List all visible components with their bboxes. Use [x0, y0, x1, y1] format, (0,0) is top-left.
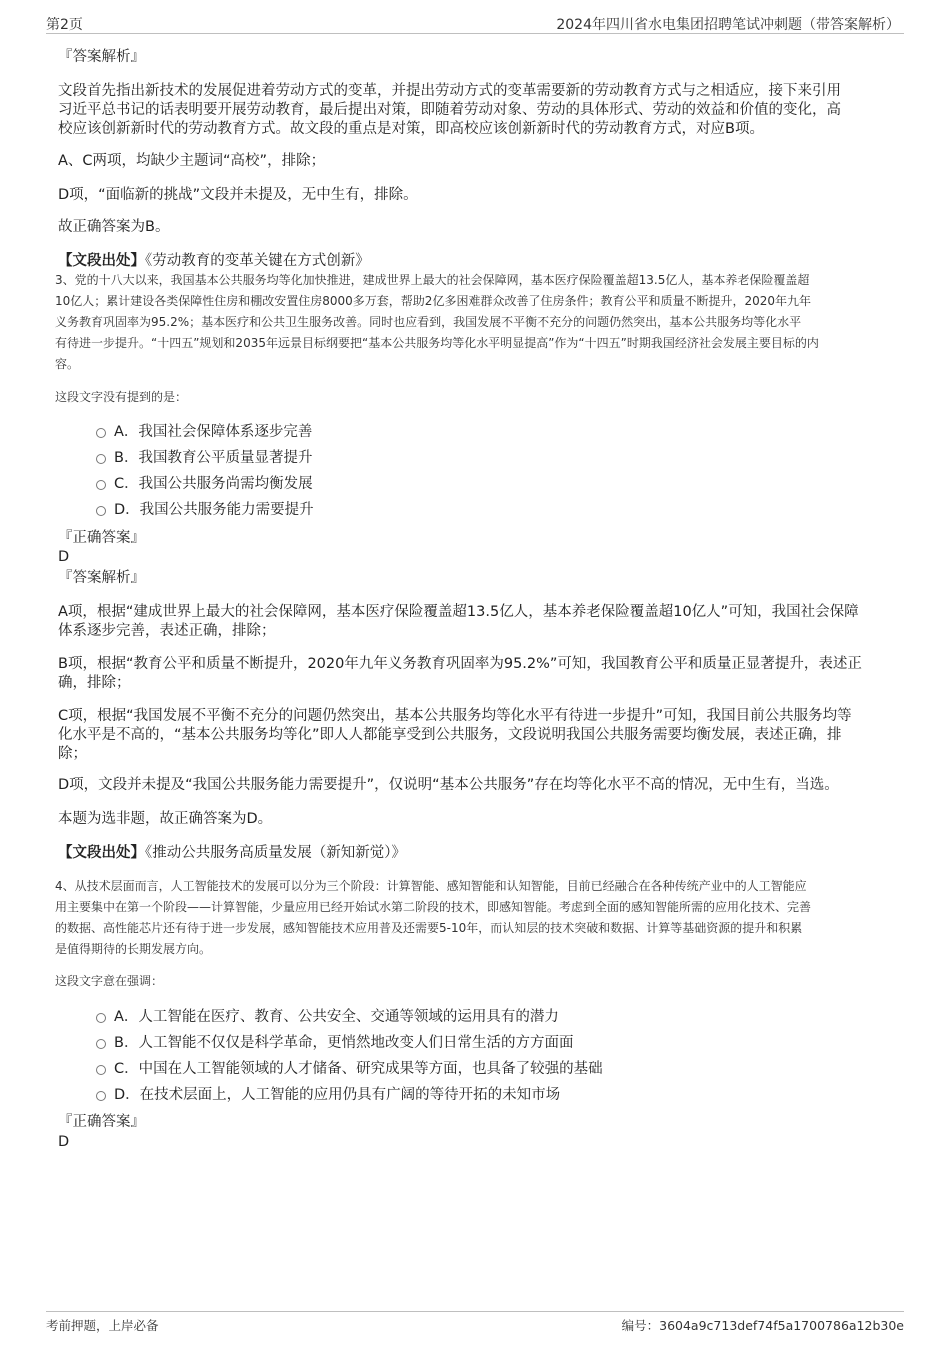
q2-analysis-text: A、C两项，均缺少主题词“高校”，排除；	[58, 153, 326, 169]
q4-stem: 是值得期待的长期发展方向。	[55, 942, 212, 956]
q3-source-title: 《推动公共服务高质量发展（新知新觉）》	[145, 845, 406, 861]
q3-stem: 3、党的十八大以来，我国基本公共服务均等化加快推进，建成世界上最大的社会保障网，基本医疗保险覆盖超13.5亿人，基本养老保险覆盖超	[55, 273, 810, 287]
footer-slogan: 考前押题，上岸必备	[46, 1318, 159, 1333]
q2-analysis-label: 『答案解析』	[58, 49, 145, 65]
radio-button-icon[interactable]	[96, 428, 106, 438]
q3-analysis-text: D项，文段并未提及“我国公共服务能力需要提升”，仅说明“基本公共服务”存在均等化水平不高的情况，无中生有，当选。	[58, 777, 839, 793]
q3-analysis-text: 除；	[58, 746, 87, 762]
q4-answer: D	[58, 1134, 70, 1150]
q2-analysis-text: 故正确答案为B。	[58, 219, 170, 235]
q4-prompt: 这段文字意在强调：	[55, 974, 164, 988]
q2-source-label: 【文段出处】	[58, 253, 145, 269]
q3-option-d[interactable]: D．我国公共服务能力需要提升	[96, 501, 314, 519]
q4-stem: 的数据、高性能芯片还有待于进一步发展，感知智能技术应用普及还需要5-10年，而认知层的技术突破和数据、计算等基础资源的提升和积累	[55, 921, 803, 935]
q3-analysis-label: 『答案解析』	[58, 570, 145, 586]
q3-option-b[interactable]: B．我国教育公平质量显著提升	[96, 449, 312, 467]
q2-analysis-text: 校应该创新新时代的劳动教育方式。故文段的重点是对策，即高校应该创新新时代的劳动教育方式，对应B项。	[58, 121, 764, 137]
q3-stem: 容。	[55, 357, 80, 371]
q4-option-c[interactable]: C．中国在人工智能领域的人才储备、研究成果等方面，也具备了较强的基础	[96, 1060, 603, 1078]
q4-option-a[interactable]: A．人工智能在医疗、教育、公共安全、交通等领域的运用具有的潜力	[96, 1008, 559, 1026]
radio-button-icon[interactable]	[96, 1065, 106, 1075]
page-header	[46, 12, 904, 34]
page-footer	[46, 1311, 904, 1338]
q2-source	[58, 252, 370, 270]
radio-button-icon[interactable]	[96, 454, 106, 464]
q3-analysis-text: 本题为选非题，故正确答案为D。	[58, 811, 273, 827]
q3-stem: 10亿人；累计建设各类保障性住房和棚改安置住房8000多万套，帮助2亿多困难群众改善了住房条件；教育公平和质量不断提升，2020年九年	[55, 294, 811, 308]
q4-option-d[interactable]: D．在技术层面上，人工智能的应用仍具有广阔的等待开拓的未知市场	[96, 1086, 560, 1104]
q3-prompt: 这段文字没有提到的是：	[55, 390, 188, 404]
q3-analysis-text: C项，根据“我国发展不平衡不充分的问题仍然突出，基本公共服务均等化水平有待进一步提升”可知，我国目前公共服务均等	[58, 708, 852, 724]
q3-analysis-text: B项，根据“教育公平和质量不断提升，2020年九年义务教育巩固率为95.2%”可知，我国教育公平和质量正显著提升，表述正	[58, 656, 862, 672]
radio-button-icon[interactable]	[96, 506, 106, 516]
q3-analysis-text: 化水平是不高的，“基本公共服务均等化”即人人都能享受到公共服务，文段说明我国公共服务需要均衡发展，表述正确，排	[58, 727, 842, 743]
page-number: 第2页	[46, 17, 83, 33]
radio-button-icon[interactable]	[96, 480, 106, 490]
q3-source-label: 【文段出处】	[58, 845, 145, 861]
radio-button-icon[interactable]	[96, 1091, 106, 1101]
q2-analysis-text: D项，“面临新的挑战”文段并未提及，无中生有，排除。	[58, 187, 418, 203]
q4-stem: 4、从技术层面而言，人工智能技术的发展可以分为三个阶段：计算智能、感知智能和认知智能，目前已经融合在各种传统产业中的人工智能应	[55, 879, 807, 893]
q3-stem: 义务教育巩固率为95.2%；基本医疗和公共卫生服务改善。同时也应看到，我国发展不平衡不充分的问题仍然突出，基本公共服务均等化水平	[55, 315, 802, 329]
document-id: 编号：3604a9c713def74f5a1700786a12b30e	[621, 1318, 904, 1333]
q3-analysis-text: 体系逐步完善，表述正确，排除；	[58, 623, 276, 639]
q2-analysis-text: 文段首先指出新技术的发展促进着劳动方式的变革，并提出劳动方式的变革需要新的劳动教育方式与之相适应，接下来引用	[58, 83, 841, 99]
q3-option-a[interactable]: A．我国社会保障体系逐步完善	[96, 423, 312, 441]
q4-answer-label: 『正确答案』	[58, 1114, 145, 1130]
q3-option-c[interactable]: C．我国公共服务尚需均衡发展	[96, 475, 313, 493]
q2-analysis-text: 习近平总书记的话表明要开展劳动教育，最后提出对策，即随着劳动对象、劳动的具体形式、劳动的效益和价值的变化，高	[58, 102, 841, 118]
q3-source	[58, 844, 406, 862]
document-title: 2024年四川省水电集团招聘笔试冲刺题（带答案解析）	[556, 17, 900, 33]
radio-button-icon[interactable]	[96, 1013, 106, 1023]
q4-stem: 用主要集中在第一个阶段——计算智能，少量应用已经开始试水第二阶段的技术，即感知智能。考虑到全面的感知智能所需的应用化技术、完善	[55, 900, 812, 914]
q3-stem: 有待进一步提升。“十四五”规划和2035年远景目标纲要把“基本公共服务均等化水平明显提高”作为“十四五”时期我国经济社会发展主要目标的内	[55, 336, 819, 350]
q3-analysis-text: 确，排除；	[58, 675, 131, 691]
radio-button-icon[interactable]	[96, 1039, 106, 1049]
q3-answer-label: 『正确答案』	[58, 530, 145, 546]
q3-analysis-text: A项，根据“建成世界上最大的社会保障网，基本医疗保险覆盖超13.5亿人，基本养老保险覆盖超10亿人”可知，我国社会保障	[58, 604, 859, 620]
q2-source-title: 《劳动教育的变革关键在方式创新》	[145, 253, 370, 269]
q4-option-b[interactable]: B．人工智能不仅仅是科学革命，更悄然地改变人们日常生活的方方面面	[96, 1034, 573, 1052]
q3-answer: D	[58, 549, 70, 565]
